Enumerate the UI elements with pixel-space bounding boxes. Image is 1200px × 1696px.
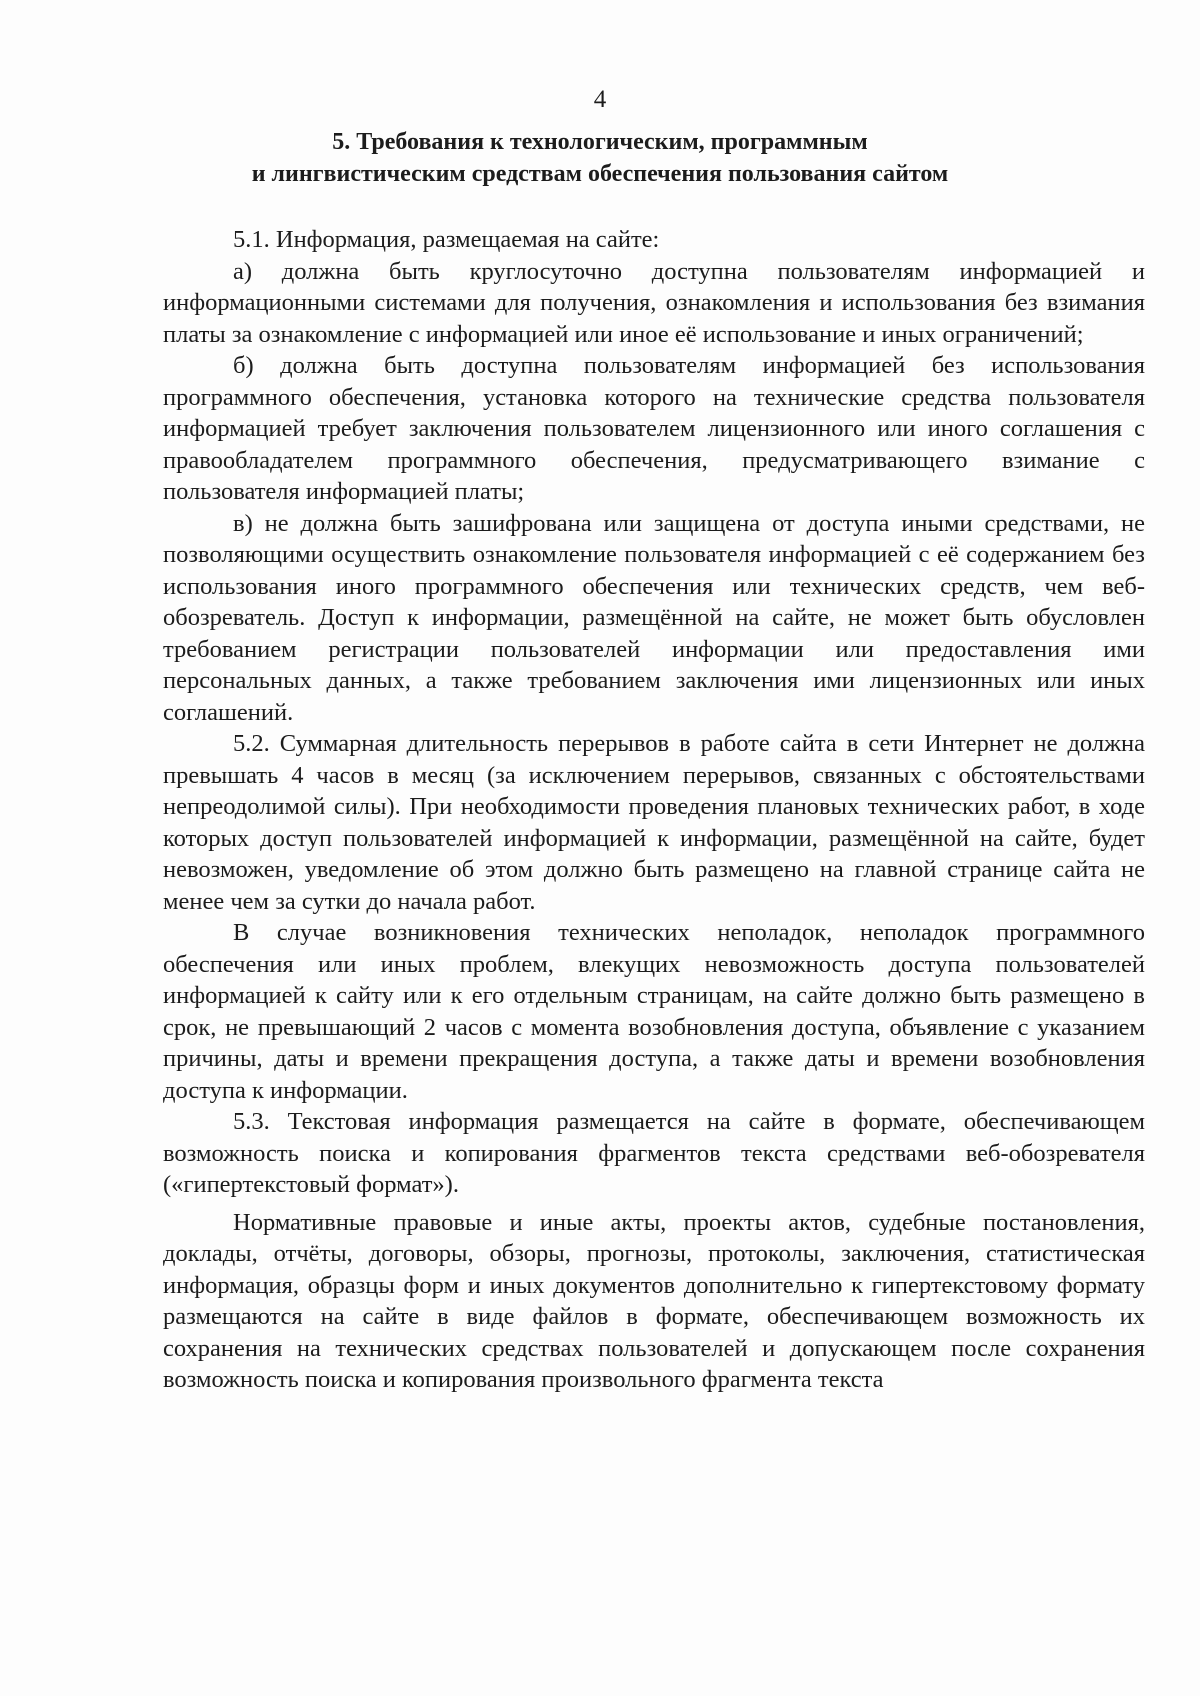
paragraph-5-1-intro: 5.1. Информация, размещаемая на сайте:: [233, 226, 660, 253]
paragraph-5-1-a: а) должна быть круглосуточно доступна пользователям информацией и информационными системами для получения, ознакомления и использования без взимания платы за ознакомление с информацией или иное её использование и иных ограничений;: [163, 257, 1145, 348]
paragraph-5-2-outage: В случае возникновения технических неполадок, неполадок программного обеспечения или иных проблем, влекущих невозможность доступа пользователей информацией к сайту или к его отдельным страницам, на сайте должно быть размещено в срок, не превышающий 2 часов с момента возобновления доступа, объявление с указанием причины, даты и времени прекращения доступа, а также даты и времени возобновления доступа к информации.: [163, 919, 1145, 1104]
paragraph-5-1-b: б) должна быть доступна пользователям информацией без использования программного обеспечения, установка которого на технические средства пользователя информацией требует заключения пользователем лицензионного или иного соглашения с правообладателем программного обеспечения, предусматривающего взимание с пользователя информацией платы;: [163, 352, 1145, 505]
paragraph-5-2: 5.2. Суммарная длительность перерывов в работе сайта в сети Интернет не должна превышать 4 часов в месяц (за исключением перерывов, связанных с обстоятельствами непреодолимой силы). При необходимости проведения плановых технических работ, в ходе которых доступ пользователей информацией к информации, размещённой на сайте, будет невозможен, уведомление об этом должно быть размещено на главной странице сайта не менее чем за сутки до начала работ.: [163, 730, 1145, 915]
document-body: [163, 224, 1145, 1396]
page-number: 4: [593, 86, 607, 113]
section-heading: [160, 126, 1040, 190]
paragraph-5-1-v: в) не должна быть зашифрована или защищена от доступа иными средствами, не позволяющими осуществить ознакомление пользователя информацией с её содержанием без использования иного программного обеспечения или технических средств, чем веб-обозреватель. Доступ к информации, размещённой на сайте, не может быть обусловлен требованием регистрации пользователей информации или предоставления ими персональных данных, а также требованием заключения ими лицензионных или иных соглашений.: [163, 509, 1145, 726]
section-heading-line-2: и лингвистическим средствам обеспечения пользования сайтом: [251, 161, 949, 187]
paragraph-5-3: 5.3. Текстовая информация размещается на сайте в формате, обеспечивающем возможность поиска и копирования фрагментов текста средствами веб-обозревателя («гипертекстовый формат»).: [163, 1108, 1145, 1198]
section-heading-line-1: 5. Требования к технологическим, программным: [332, 129, 868, 155]
paragraph-5-3-documents: Нормативные правовые и иные акты, проекты актов, судебные постановления, доклады, отчёты, договоры, обзоры, прогнозы, протоколы, заключения, статистическая информация, образцы форм и иных документов дополнительно к гипертекстовому формату размещаются на сайте в виде файлов в формате, обеспечивающем возможность их сохранения на технических средствах пользователей и допускающем после сохранения возможность поиска и копирования произвольного фрагмента текста: [163, 1208, 1145, 1393]
